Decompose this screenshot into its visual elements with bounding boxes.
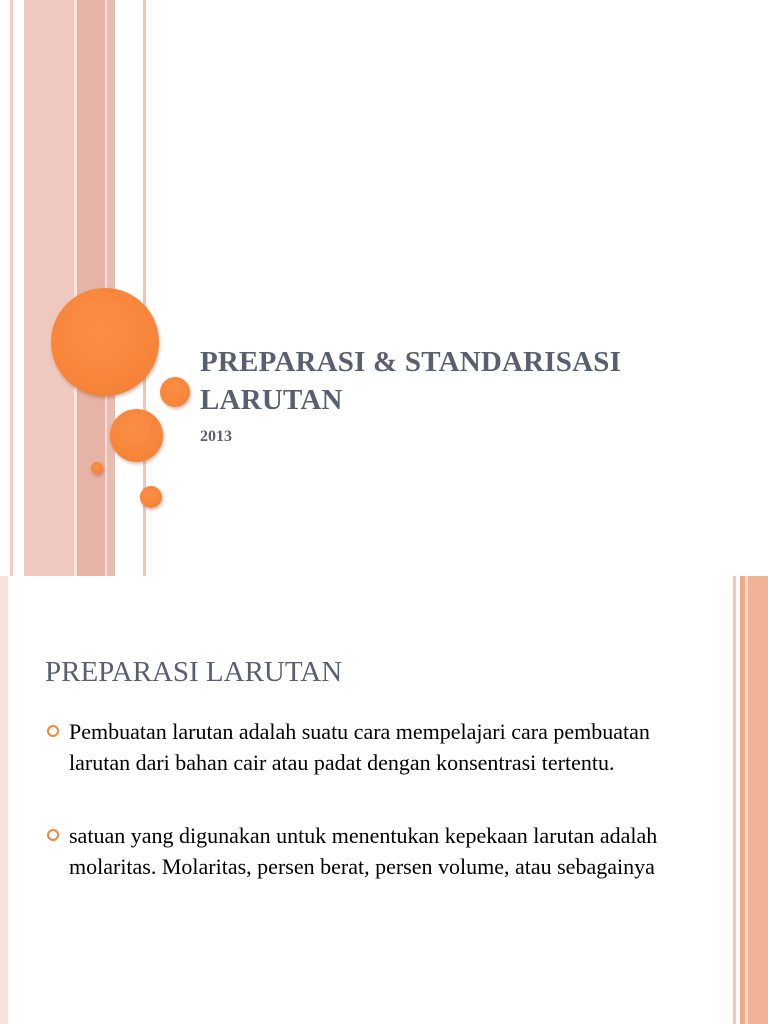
bullet-text: Pembuatan larutan adalah suatu cara mempelajari cara pembuatan larutan dari bahan cair atau padat dengan konsentrasi tertentu. [69,719,650,775]
orange-circle-icon [51,288,159,396]
slide-title: PREPARASI & STANDARISASI LARUTAN [200,346,622,416]
decorative-stripe [748,576,768,1024]
orange-circle-icon [110,409,163,462]
slide-heading: PREPARASI LARUTAN [45,656,343,688]
bullet-item [45,820,685,882]
content-slide [0,576,768,1024]
hollow-circle-bullet-icon [47,829,59,841]
decorative-stripe [0,576,8,1024]
slide-subtitle: 2013 [200,428,232,445]
orange-circle-icon [140,486,162,508]
orange-circle-icon [160,377,190,407]
bullet-item [45,716,685,778]
hollow-circle-bullet-icon [47,725,59,737]
decorative-stripe [24,0,74,576]
bullet-text: satuan yang digunakan untuk menentukan kepekaan larutan adalah molaritas. Molaritas, persen berat, persen volume, atau sebagainya [69,823,658,879]
bullet-list [45,716,685,882]
orange-circle-icon [91,462,103,474]
decorative-stripe [733,576,736,1024]
decorative-stripe [10,0,13,576]
